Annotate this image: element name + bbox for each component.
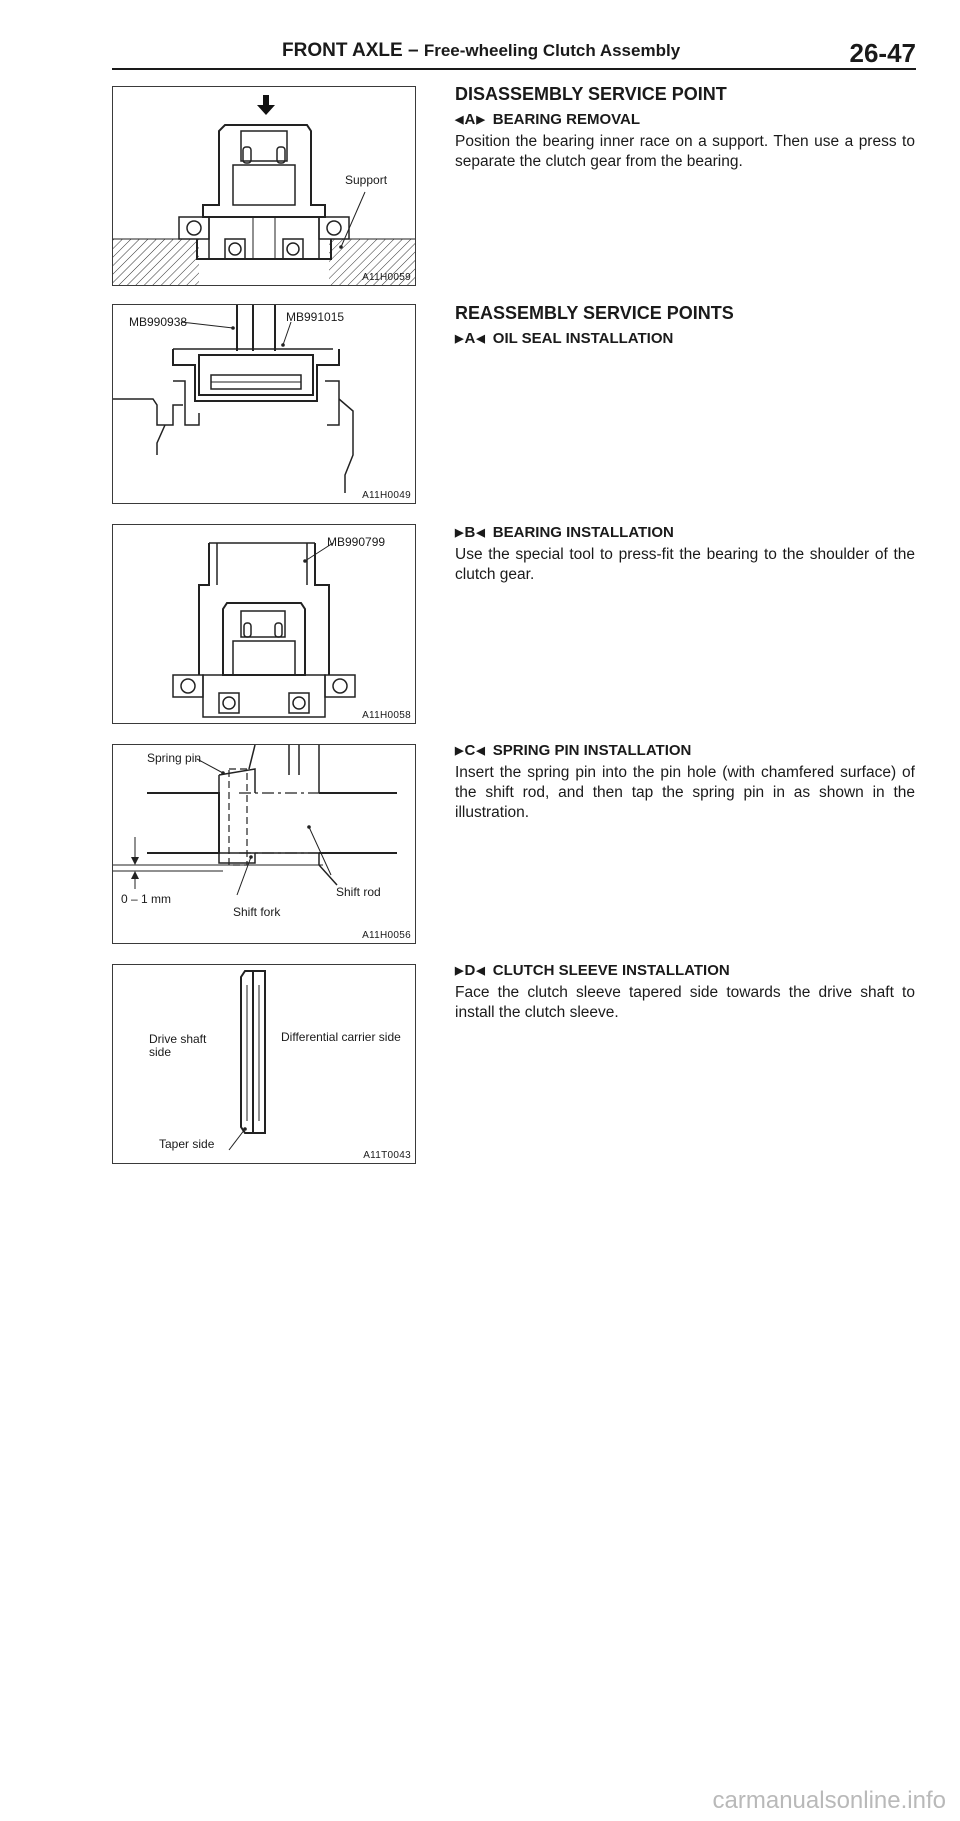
figure-spring-pin-installation <box>112 744 416 944</box>
subsection-bearing-removal-heading <box>455 111 915 128</box>
figure-bearing-removal <box>112 86 416 286</box>
subsection-heading <box>455 524 915 541</box>
subsection-title: CLUTCH SLEEVE INSTALLATION <box>492 962 730 979</box>
label-spring-pin: Spring pin <box>147 751 202 765</box>
service-marker: D <box>464 962 476 979</box>
subsection-title: SPRING PIN INSTALLATION <box>492 742 692 759</box>
page-header <box>112 38 916 68</box>
section-title: DISASSEMBLY SERVICE POINT <box>455 84 727 104</box>
label-drive-shaft-side: Drive shaft side <box>149 1032 207 1059</box>
header-subtitle: Free-wheeling Clutch Assembly <box>423 41 681 60</box>
figure-clutch-sleeve-drawing <box>113 965 415 1163</box>
figure-code: A11H0056 <box>362 930 411 941</box>
figure-code: A11H0059 <box>362 272 411 283</box>
label-taper-side: Taper side <box>159 1137 215 1151</box>
left-triangle-icon: ◀ <box>476 333 485 345</box>
section-title: REASSEMBLY SERVICE POINTS <box>455 303 734 323</box>
header-dash: – <box>407 40 419 61</box>
figure-oil-seal-installation <box>112 304 416 504</box>
page-number: 26-47 <box>849 38 916 68</box>
figure-oil-seal-drawing <box>113 305 415 503</box>
subsection-clutch-sleeve-installation <box>455 962 915 1023</box>
subsection-body: Insert the spring pin into the pin hole (with chamfered surface) of the shift rod, and then tap the spring pin in as shown in the illustration. <box>455 764 915 821</box>
service-marker: B <box>464 524 476 541</box>
label-tool-mb991015: MB991015 <box>286 310 345 324</box>
figure-bearing-installation-drawing <box>113 525 415 723</box>
reassembly-section <box>455 303 915 351</box>
service-marker: A <box>464 330 476 347</box>
label-gap-dimension: 0 – 1 mm <box>121 892 172 906</box>
left-triangle-icon: ◀ <box>476 965 485 977</box>
figure-clutch-sleeve-installation <box>112 964 416 1164</box>
subsection-body: Use the special tool to press-fit the bearing to the shoulder of the clutch gear. <box>455 546 915 583</box>
header-section: FRONT AXLE <box>282 40 403 61</box>
label-tool-mb990799: MB990799 <box>327 535 386 549</box>
subsection-oil-seal-heading <box>455 330 915 347</box>
subsection-title: BEARING INSTALLATION <box>492 524 674 541</box>
figure-code: A11T0043 <box>363 1150 411 1161</box>
service-marker: A <box>464 111 476 128</box>
left-triangle-icon: ◀ <box>476 745 485 757</box>
subsection-heading <box>455 962 915 979</box>
label-support: Support <box>345 173 388 187</box>
service-marker: C <box>464 742 476 759</box>
header-title <box>282 40 680 62</box>
figure-code: A11H0058 <box>362 710 411 721</box>
left-triangle-icon: ◀ <box>476 527 485 539</box>
right-triangle-icon: ▶ <box>455 965 464 977</box>
label-differential-carrier-side: Differential carrier side <box>281 1030 401 1044</box>
right-triangle-icon: ▶ <box>455 333 464 345</box>
subsection-heading <box>455 742 915 759</box>
figure-bearing-installation <box>112 524 416 724</box>
right-triangle-icon: ▶ <box>455 745 464 757</box>
subsection-spring-pin-installation <box>455 742 915 823</box>
label-tool-mb990938: MB990938 <box>129 315 188 329</box>
disassembly-section <box>455 84 915 172</box>
subsection-body: Position the bearing inner race on a support. Then use a press to separate the clutch gear from the bearing. <box>455 133 915 170</box>
left-triangle-icon: ◀ <box>455 114 464 126</box>
right-triangle-icon: ▶ <box>455 527 464 539</box>
label-shift-fork: Shift fork <box>233 905 281 919</box>
subsection-bearing-installation <box>455 524 915 585</box>
figure-code: A11H0049 <box>362 490 411 501</box>
subsection-title: OIL SEAL INSTALLATION <box>492 330 674 347</box>
header-rule <box>112 68 916 70</box>
watermark: carmanualsonline.info <box>712 1787 946 1814</box>
label-shift-rod: Shift rod <box>336 885 381 899</box>
subsection-body: Face the clutch sleeve tapered side towards the drive shaft to install the clutch sleeve. <box>455 984 915 1021</box>
subsection-title: BEARING REMOVAL <box>492 111 641 128</box>
right-triangle-icon: ▶ <box>476 114 485 126</box>
